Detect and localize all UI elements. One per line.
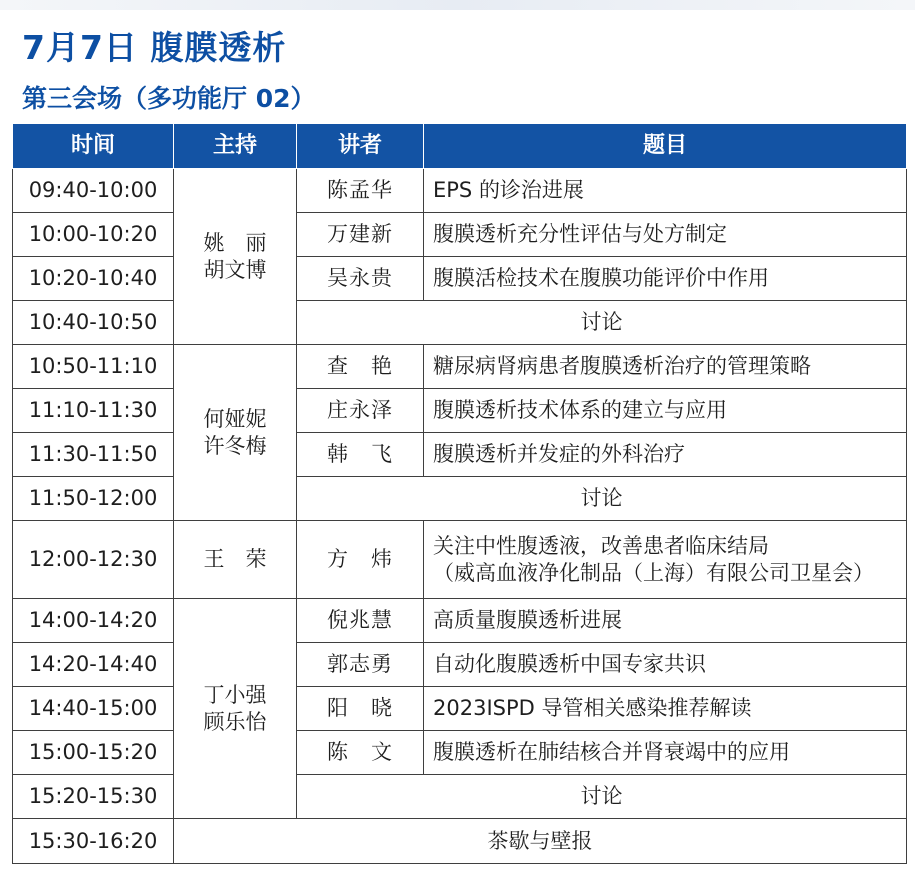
topic-cell: 腹膜活检技术在腹膜功能评价中作用 bbox=[424, 257, 907, 301]
speaker-cell: 韩 飞 bbox=[297, 433, 424, 477]
topic-cell: 腹膜透析充分性评估与处方制定 bbox=[424, 213, 907, 257]
table-row bbox=[13, 301, 907, 345]
speaker-cell: 查 艳 bbox=[297, 345, 424, 389]
table-row bbox=[13, 643, 907, 687]
topic-line: （威高血液净化制品（上海）有限公司卫星会） bbox=[433, 560, 874, 585]
break-cell: 茶歇与壁报 bbox=[174, 819, 907, 864]
speaker-cell: 万建新 bbox=[297, 213, 424, 257]
time-cell: 10:50-11:10 bbox=[13, 345, 174, 389]
top-decor-bar bbox=[0, 0, 915, 10]
discussion-cell: 讨论 bbox=[297, 301, 907, 345]
table-row bbox=[13, 477, 907, 521]
table-row bbox=[13, 731, 907, 775]
topic-cell: EPS 的诊治进展 bbox=[424, 169, 907, 213]
table-row bbox=[13, 257, 907, 301]
speaker-cell: 陈 文 bbox=[297, 731, 424, 775]
host-cell bbox=[174, 169, 297, 345]
table-header-row bbox=[13, 124, 907, 169]
table-row bbox=[13, 599, 907, 643]
host-name: 姚 丽 bbox=[203, 231, 267, 256]
speaker-cell: 方 炜 bbox=[297, 521, 424, 599]
time-cell: 15:30-16:20 bbox=[13, 819, 174, 864]
table-row bbox=[13, 819, 907, 864]
time-cell: 12:00-12:30 bbox=[13, 521, 174, 599]
time-cell: 14:00-14:20 bbox=[13, 599, 174, 643]
time-cell: 09:40-10:00 bbox=[13, 169, 174, 213]
time-cell: 10:20-10:40 bbox=[13, 257, 174, 301]
topic-cell: 自动化腹膜透析中国专家共识 bbox=[424, 643, 907, 687]
speaker-cell: 郭志勇 bbox=[297, 643, 424, 687]
time-cell: 11:10-11:30 bbox=[13, 389, 174, 433]
host-cell bbox=[174, 599, 297, 819]
column-header-host: 主持 bbox=[174, 124, 297, 169]
topic-cell: 2023ISPD 导管相关感染推荐解读 bbox=[424, 687, 907, 731]
table-row bbox=[13, 433, 907, 477]
speaker-cell: 倪兆慧 bbox=[297, 599, 424, 643]
time-cell: 10:00-10:20 bbox=[13, 213, 174, 257]
speaker-cell: 阳 晓 bbox=[297, 687, 424, 731]
column-header-speaker: 讲者 bbox=[297, 124, 424, 169]
table-row bbox=[13, 169, 907, 213]
time-cell: 14:20-14:40 bbox=[13, 643, 174, 687]
schedule-table bbox=[12, 123, 907, 864]
venue-subtitle: 第三会场（多功能厅 02） bbox=[22, 84, 316, 113]
table-row bbox=[13, 521, 907, 599]
topic-line: 关注中性腹透液，改善患者临床结局 bbox=[433, 534, 769, 559]
speaker-cell: 庄永泽 bbox=[297, 389, 424, 433]
table-row bbox=[13, 687, 907, 731]
topic-cell: 高质量腹膜透析进展 bbox=[424, 599, 907, 643]
table-row bbox=[13, 775, 907, 819]
time-cell: 11:30-11:50 bbox=[13, 433, 174, 477]
topic-cell: 腹膜透析在肺结核合并肾衰竭中的应用 bbox=[424, 731, 907, 775]
time-cell: 11:50-12:00 bbox=[13, 477, 174, 521]
topic-cell: 糖尿病肾病患者腹膜透析治疗的管理策略 bbox=[424, 345, 907, 389]
host-name: 许冬梅 bbox=[203, 433, 267, 458]
time-cell: 10:40-10:50 bbox=[13, 301, 174, 345]
host-name: 何娅妮 bbox=[203, 407, 267, 432]
speaker-cell: 陈孟华 bbox=[297, 169, 424, 213]
speaker-cell: 吴永贵 bbox=[297, 257, 424, 301]
column-header-time: 时间 bbox=[13, 124, 174, 169]
time-cell: 14:40-15:00 bbox=[13, 687, 174, 731]
discussion-cell: 讨论 bbox=[297, 775, 907, 819]
time-cell: 15:00-15:20 bbox=[13, 731, 174, 775]
column-header-topic: 题目 bbox=[424, 124, 907, 169]
host-name: 胡文博 bbox=[203, 257, 267, 282]
host-cell bbox=[174, 345, 297, 521]
topic-cell: 腹膜透析技术体系的建立与应用 bbox=[424, 389, 907, 433]
topic-cell bbox=[424, 521, 907, 599]
table-row bbox=[13, 213, 907, 257]
page-title: 7月7日 腹膜透析 bbox=[22, 28, 287, 67]
host-name: 顾乐怡 bbox=[203, 709, 267, 734]
table-row bbox=[13, 389, 907, 433]
time-cell: 15:20-15:30 bbox=[13, 775, 174, 819]
host-cell bbox=[174, 521, 297, 599]
host-name: 丁小强 bbox=[203, 683, 267, 708]
host-name: 王 荣 bbox=[203, 547, 267, 572]
discussion-cell: 讨论 bbox=[297, 477, 907, 521]
table-row bbox=[13, 345, 907, 389]
topic-cell: 腹膜透析并发症的外科治疗 bbox=[424, 433, 907, 477]
